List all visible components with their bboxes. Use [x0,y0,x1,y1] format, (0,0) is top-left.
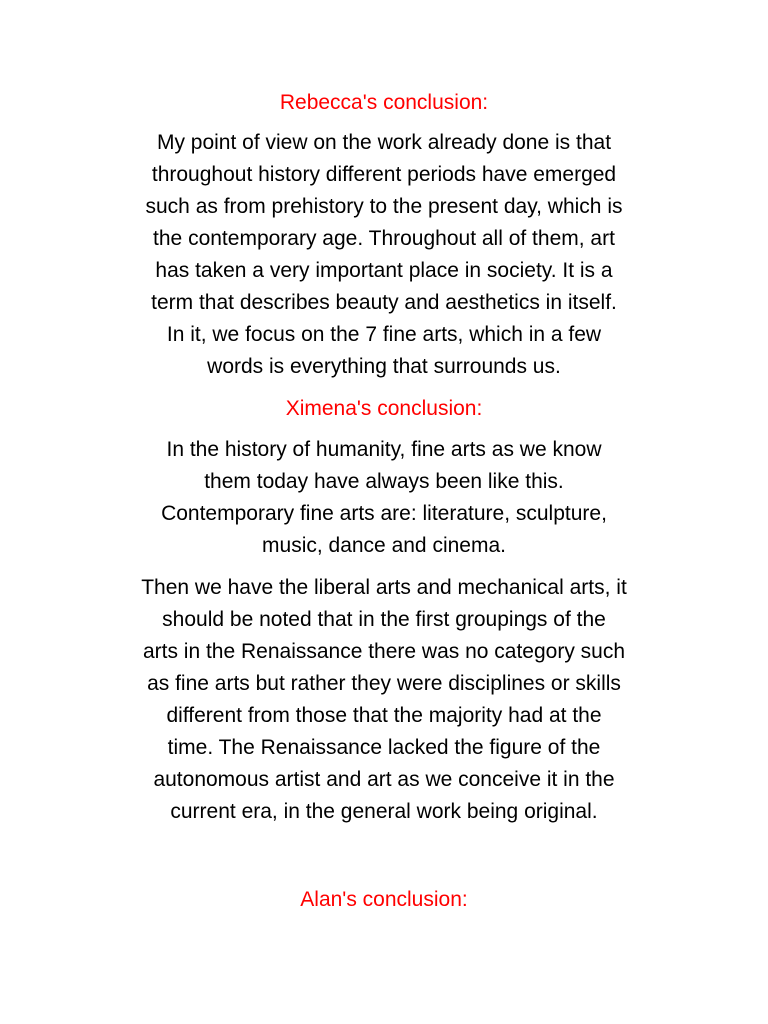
paragraph-line: such as from prehistory to the present day, which is [145,195,623,218]
ximena-conclusion-paragraph-2 [104,572,664,828]
paragraph-line: Then we have the liberal arts and mechanical arts, it [141,576,627,599]
paragraph-line: My point of view on the work already done is that [156,131,612,154]
rebecca-conclusion-heading: Rebecca's conclusion: [279,91,489,114]
paragraph-line: autonomous artist and art as we conceive it in the [153,768,615,791]
ximena-conclusion-paragraph-1 [104,434,664,562]
paragraph-line: music, dance and cinema. [262,534,506,557]
paragraph-line: In it, we focus on the 7 fine arts, which in a few [166,323,602,346]
paragraph-line: Contemporary fine arts are: literature, sculpture, [161,502,607,525]
paragraph-line: current era, in the general work being original. [170,800,598,823]
paragraph-line: them today have always been like this. [204,470,564,493]
paragraph-line: should be noted that in the first groupings of the [162,608,606,631]
paragraph-line: time. The Renaissance lacked the figure of the [167,736,601,759]
paragraph-line: throughout history different periods have emerged [151,163,617,186]
paragraph-line: as fine arts but rather they were disciplines or skills [147,672,621,695]
paragraph-line: has taken a very important place in society. It is a [155,259,613,282]
paragraph-line: term that describes beauty and aesthetics in itself. [151,291,617,314]
paragraph-line: In the history of humanity, fine arts as we know [166,438,602,461]
alan-conclusion-heading: Alan's conclusion: [300,888,468,911]
paragraph-line: words is everything that surrounds us. [207,355,561,378]
ximena-conclusion-heading: Ximena's conclusion: [285,397,483,420]
paragraph-line: different from those that the majority had at the [166,704,602,727]
paragraph-line: arts in the Renaissance there was no category such [142,640,626,663]
paragraph-line: the contemporary age. Throughout all of them, art [153,227,615,250]
rebecca-conclusion-paragraph [104,127,664,383]
